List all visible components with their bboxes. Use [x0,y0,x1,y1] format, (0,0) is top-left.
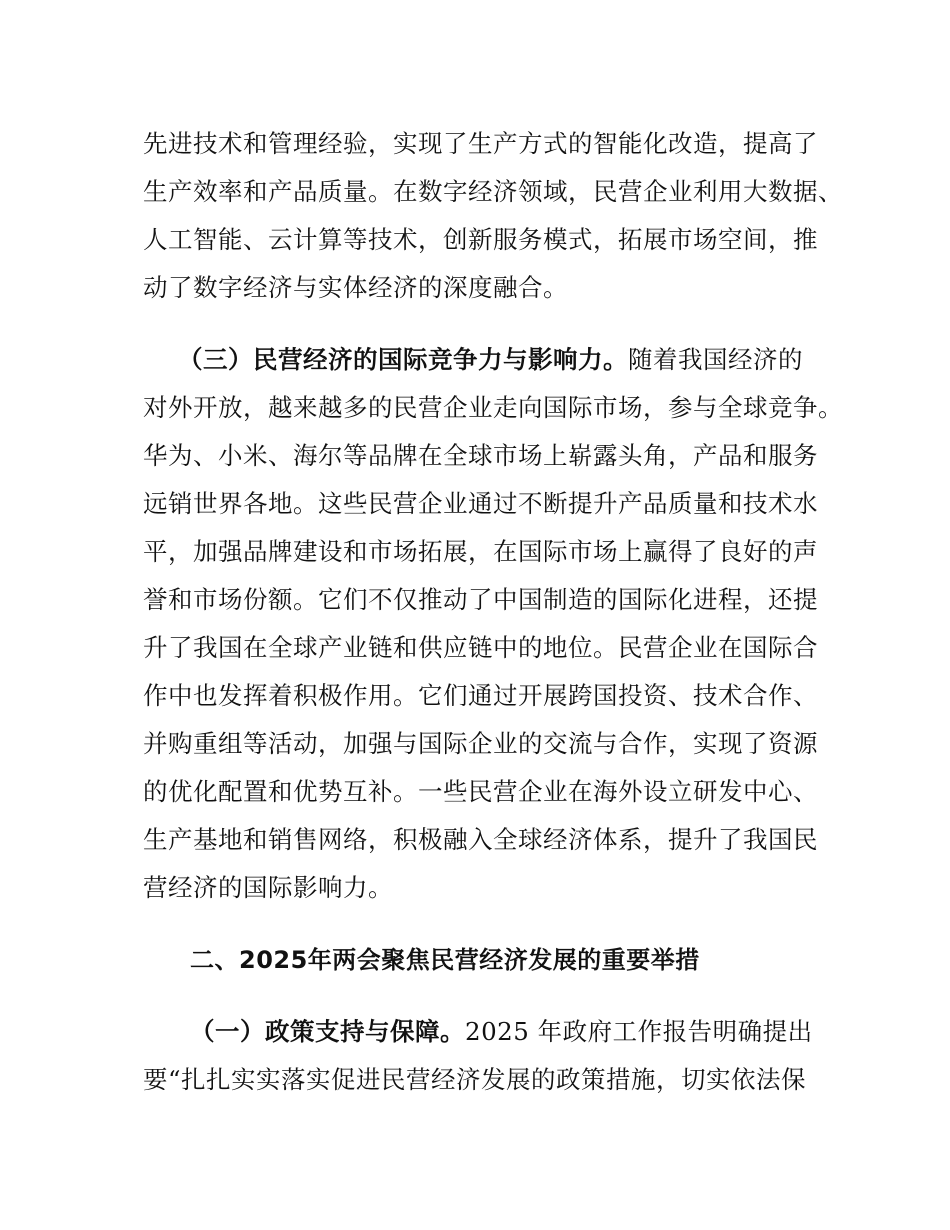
paragraph-1-line-3: 人工智能、云计算等技术，创新服务模式，拓展市场空间，推 [143,225,818,254]
paragraph-3-line-2: 要“扎扎实实落实促进民营经济发展的政策措施，切实依法保 [143,1065,807,1094]
paragraph-3-first-line-rest: 2025 年政府工作报告明确提出 [465,1017,813,1046]
section-heading: 二、2025年两会聚焦民营经济发展的重要举措 [190,946,700,974]
paragraph-1-line-1: 先进技术和管理经验，实现了生产方式的智能化改造，提高了 [143,129,818,158]
paragraph-2-line-8: 作中也发挥着积极作用。它们通过开展跨国投资、技术合作、 [143,681,818,710]
paragraph-1-line-4: 动了数字经济与实体经济的深度融合。 [143,273,568,302]
paragraph-2-line-9: 并购重组等活动，加强与国际企业的交流与合作，实现了资源 [143,729,818,758]
paragraph-2-line-5: 平，加强品牌建设和市场拓展，在国际市场上赢得了良好的声 [143,537,818,566]
paragraph-1-line-2: 生产效率和产品质量。在数字经济领域，民营企业利用大数据、 [143,177,843,206]
paragraph-2-line-10: 的优化配置和优势互补。一些民营企业在海外设立研发中心、 [143,777,818,806]
paragraph-2-first-line-rest: 随着我国经济的 [628,345,803,374]
paragraph-2-line-11: 生产基地和销售网络，积极融入全球经济体系，提升了我国民 [143,825,818,854]
paragraph-2-line-6: 誉和市场份额。它们不仅推动了中国制造的国际化进程，还提 [143,585,818,614]
paragraph-2-title: （三）民营经济的国际竞争力与影响力。 [178,345,628,374]
paragraph-2-line-12: 营经济的国际影响力。 [143,873,393,902]
paragraph-2-line-2: 对外开放，越来越多的民营企业走向国际市场，参与全球竞争。 [143,393,843,422]
paragraph-2-line-7: 升了我国在全球产业链和供应链中的地位。民营企业在国际合 [143,633,818,662]
paragraph-2-line-1 [0,343,950,377]
paragraph-2-line-4: 远销世界各地。这些民营企业通过不断提升产品质量和技术水 [143,489,818,518]
paragraph-3-line-1 [0,1015,950,1049]
paragraph-2-line-3: 华为、小米、海尔等品牌在全球市场上崭露头角，产品和服务 [143,441,818,470]
paragraph-3-title: （一）政策支持与保障。 [190,1017,465,1046]
